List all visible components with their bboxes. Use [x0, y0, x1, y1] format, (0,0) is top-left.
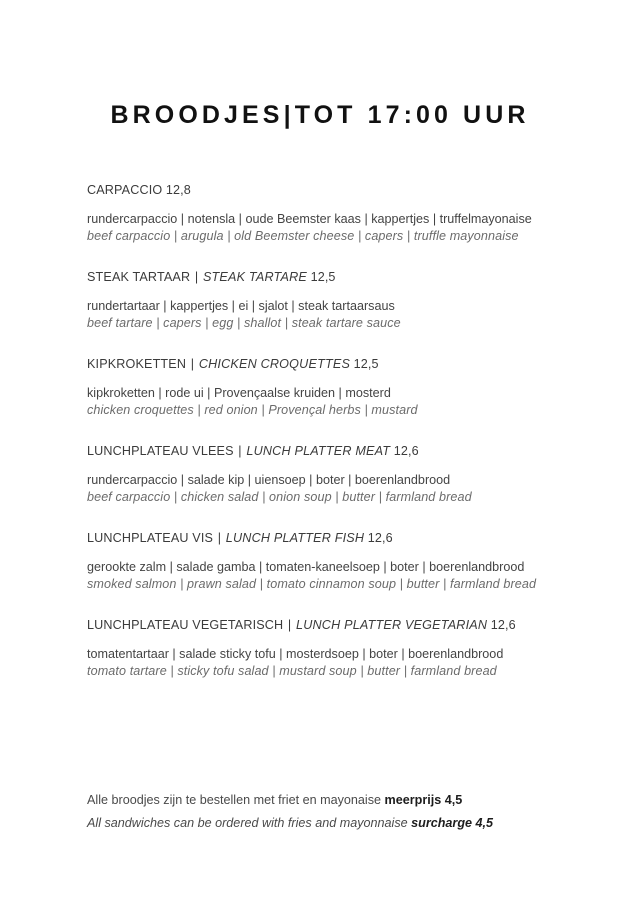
menu-item-name-separator: | — [191, 270, 202, 284]
footer-note-en — [87, 812, 557, 835]
menu-item-description-nl: rundertartaar | kappertjes | ei | sjalot | steak tartaarsaus — [87, 299, 395, 313]
menu-item-heading — [87, 442, 557, 460]
menu-item-name-nl: LUNCHPLATEAU VLEES — [87, 444, 234, 458]
menu-item-lunchplateau-vis — [87, 529, 557, 592]
footer-note-en-text: All sandwiches can be ordered with fries and mayonnaise — [87, 816, 408, 830]
menu-item-description-nl: rundercarpaccio | notensla | oude Beemster kaas | kappertjes | truffelmayonaise — [87, 212, 532, 226]
menu-item-description-en: chicken croquettes | red onion | Provençal herbs | mustard — [87, 402, 418, 417]
menu-item-description-nl: rundercarpaccio | salade kip | uiensoep | boter | boerenlandbrood — [87, 473, 451, 487]
menu-item-name-nl: LUNCHPLATEAU VIS — [87, 531, 214, 545]
menu-item-price: 12,6 — [487, 618, 516, 632]
menu-item-description-nl: tomatentartaar | salade sticky tofu | mosterdsoep | boter | boerenlandbrood — [87, 647, 504, 661]
menu-item-heading — [87, 181, 557, 199]
menu-item-description-en: tomato tartare | sticky tofu salad | mustard soup | butter | farmland bread — [87, 663, 497, 678]
footer-note-nl — [87, 789, 557, 812]
page-title-time: TOT 17:00 UUR — [294, 101, 530, 129]
menu-item-price: 12,5 — [350, 357, 379, 371]
footer-note-nl-text: Alle broodjes zijn te bestellen met friet en mayonaise — [87, 793, 382, 807]
menu-item-description-en: beef carpaccio | chicken salad | onion soup | butter | farmland bread — [87, 489, 472, 504]
menu-item-name-nl: STEAK TARTAAR — [87, 270, 191, 284]
menu-item-name-en: LUNCH PLATTER FISH — [225, 531, 365, 545]
menu-item-name-nl: KIPKROKETTEN — [87, 357, 187, 371]
menu-item-heading — [87, 355, 557, 373]
menu-item-description-en: smoked salmon | prawn salad | tomato cinnamon soup | butter | farmland bread — [87, 576, 537, 591]
page-title — [0, 101, 640, 130]
menu-item-description-nl: kipkroketten | rode ui | Provençaalse kruiden | mosterd — [87, 386, 391, 400]
menu-item-name-separator: | — [234, 444, 246, 458]
menu-item-name-nl: CARPACCIO — [87, 183, 163, 197]
footer-note-nl-emphasis: meerprijs 4,5 — [384, 793, 463, 807]
menu-item-price: 12,6 — [390, 444, 419, 458]
page-title-separator: | — [283, 101, 295, 129]
menu-item-heading — [87, 268, 557, 286]
menu-item-lunchplateau-vegetarisch — [87, 616, 557, 679]
menu-item-description-en: beef tartare | capers | egg | shallot | steak tartare sauce — [87, 315, 401, 330]
menu-item-description-en: beef carpaccio | arugula | old Beemster cheese | capers | truffle mayonnaise — [87, 228, 519, 243]
menu-item-price: 12,8 — [162, 183, 191, 197]
menu-item-name-separator: | — [214, 531, 225, 545]
menu-item-kipkroketten — [87, 355, 557, 418]
menu-item-name-separator: | — [284, 618, 296, 632]
menu-sections — [87, 181, 557, 679]
menu-item-name-en: CHICKEN CROQUETTES — [198, 357, 351, 371]
menu-item-price: 12,6 — [364, 531, 393, 545]
menu-item-name-en: LUNCH PLATTER VEGETARIAN — [296, 618, 488, 632]
menu-item-steak-tartaar — [87, 268, 557, 331]
menu-item-description-nl: gerookte zalm | salade gamba | tomaten-kaneelsoep | boter | boerenlandbrood — [87, 560, 525, 574]
menu-item-name-en: STEAK TARTARE — [202, 270, 308, 284]
menu-item-carpaccio — [87, 181, 557, 244]
menu-item-name-nl: LUNCHPLATEAU VEGETARISCH — [87, 618, 284, 632]
menu-item-heading — [87, 616, 557, 634]
menu-item-lunchplateau-vlees — [87, 442, 557, 505]
footer-note-en-emphasis: surcharge 4,5 — [411, 816, 494, 830]
footer-note — [87, 789, 557, 835]
page-title-nl: BROODJES — [110, 101, 284, 129]
menu-item-price: 12,5 — [307, 270, 336, 284]
menu-item-name-en: LUNCH PLATTER MEAT — [246, 444, 391, 458]
menu-item-name-separator: | — [187, 357, 198, 371]
menu-item-heading — [87, 529, 557, 547]
